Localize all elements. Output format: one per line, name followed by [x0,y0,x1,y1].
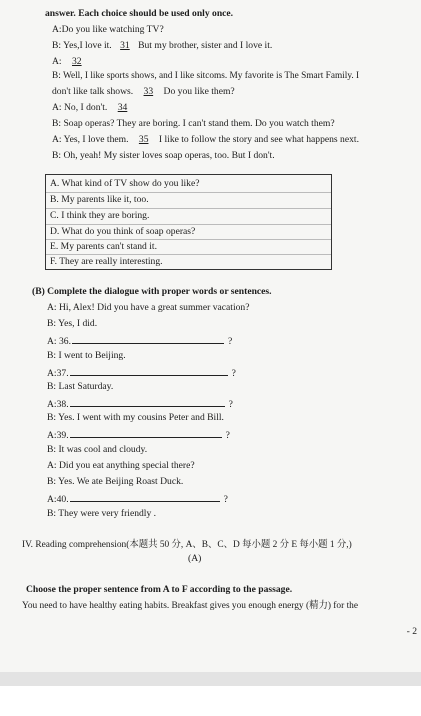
dialogue-b-line: A:37. ? [47,368,236,379]
page-number: - 2 [406,626,417,637]
page-bottom-edge [0,672,421,686]
dialogue-b-line: A: Hi, Alex! Did you have a great summer vacation? [47,302,250,313]
dialogue-line: A: No, I don't. 34 [52,102,135,114]
blank-33[interactable]: 33 [143,86,154,97]
option-a: A. What kind of TV show do you like? [50,178,200,189]
dialogue-b-line: B: I went to Beijing. [47,350,126,361]
blank-35[interactable]: 35 [138,134,149,145]
dialogue-b-line: B: Yes, I did. [47,318,98,329]
option-b: B. My parents like it, too. [50,194,149,205]
blank-31[interactable]: 31 [120,40,130,51]
section-b-heading: (B) Complete the dialogue with proper words or sentences. [32,286,272,297]
dialogue-b-line: B: Yes. I went with my cousins Peter and Bill. [47,412,224,423]
options-box [45,174,332,270]
dialogue-b-line: A:40. ? [47,494,228,505]
dialogue-b-line: A: Did you eat anything special there? [47,460,195,471]
dialogue-b-line: B: Last Saturday. [47,381,114,392]
blank-38[interactable] [70,397,225,407]
instruction-text: answer. Each choice should be used only once. [45,8,234,19]
dialogue-b-line: A:39. ? [47,430,230,441]
dialogue-line: don't like talk shows. 33 Do you like them? [52,86,235,97]
option-c: C. I think they are boring. [50,210,150,221]
passage-text: You need to have healthy eating habits. Breakfast gives you enough energy (精力) for the [22,601,359,611]
dialogue-line: B: Well, I like sports shows, and I like sitcoms. My favorite is The Smart Family. I [52,71,360,81]
blank-34[interactable]: 34 [117,102,128,113]
dialogue-b-line: B: Yes. We ate Beijing Roast Duck. [47,476,184,487]
option-e: E. My parents can't stand it. [50,241,157,252]
part-iv-heading: IV. Reading comprehension(本题共 50 分, A、B、C、D 每小题 2 分 E 每小题 1 分,) [22,540,352,550]
dialogue-b-line: B: They were very friendly . [47,508,157,519]
blank-32[interactable]: 32 [72,56,82,67]
blank-37[interactable] [70,366,228,376]
part-iv-instruction: Choose the proper sentence from A to F according to the passage. [26,584,293,595]
option-d: D. What do you think of soap operas? [50,226,196,237]
blank-39[interactable] [70,428,222,438]
dialogue-line: A: 32 [52,56,90,68]
option-f: F. They are really interesting. [50,256,163,267]
dialogue-b-line: A: 36. ? [47,336,233,347]
dialogue-b-line: A:38. ? [47,399,233,410]
dialogue-line: B: Yes,I love it. 31 But my brother, sister and I love it. [52,40,273,51]
dialogue-line: B: Oh, yeah! My sister loves soap operas, too. But I don't. [52,150,275,161]
part-iv-sub: (A) [188,553,202,564]
blank-40[interactable] [70,492,220,502]
dialogue-line: A: Yes, I love them. 35 I like to follow the story and see what happens next. [52,134,359,145]
dialogue-line: A:Do you like watching TV? [52,24,164,35]
blank-36[interactable] [72,334,224,344]
dialogue-line: B: Soap operas? They are boring. I can't stand them. Do you watch them? [52,118,335,129]
dialogue-b-line: B: It was cool and cloudy. [47,444,148,455]
